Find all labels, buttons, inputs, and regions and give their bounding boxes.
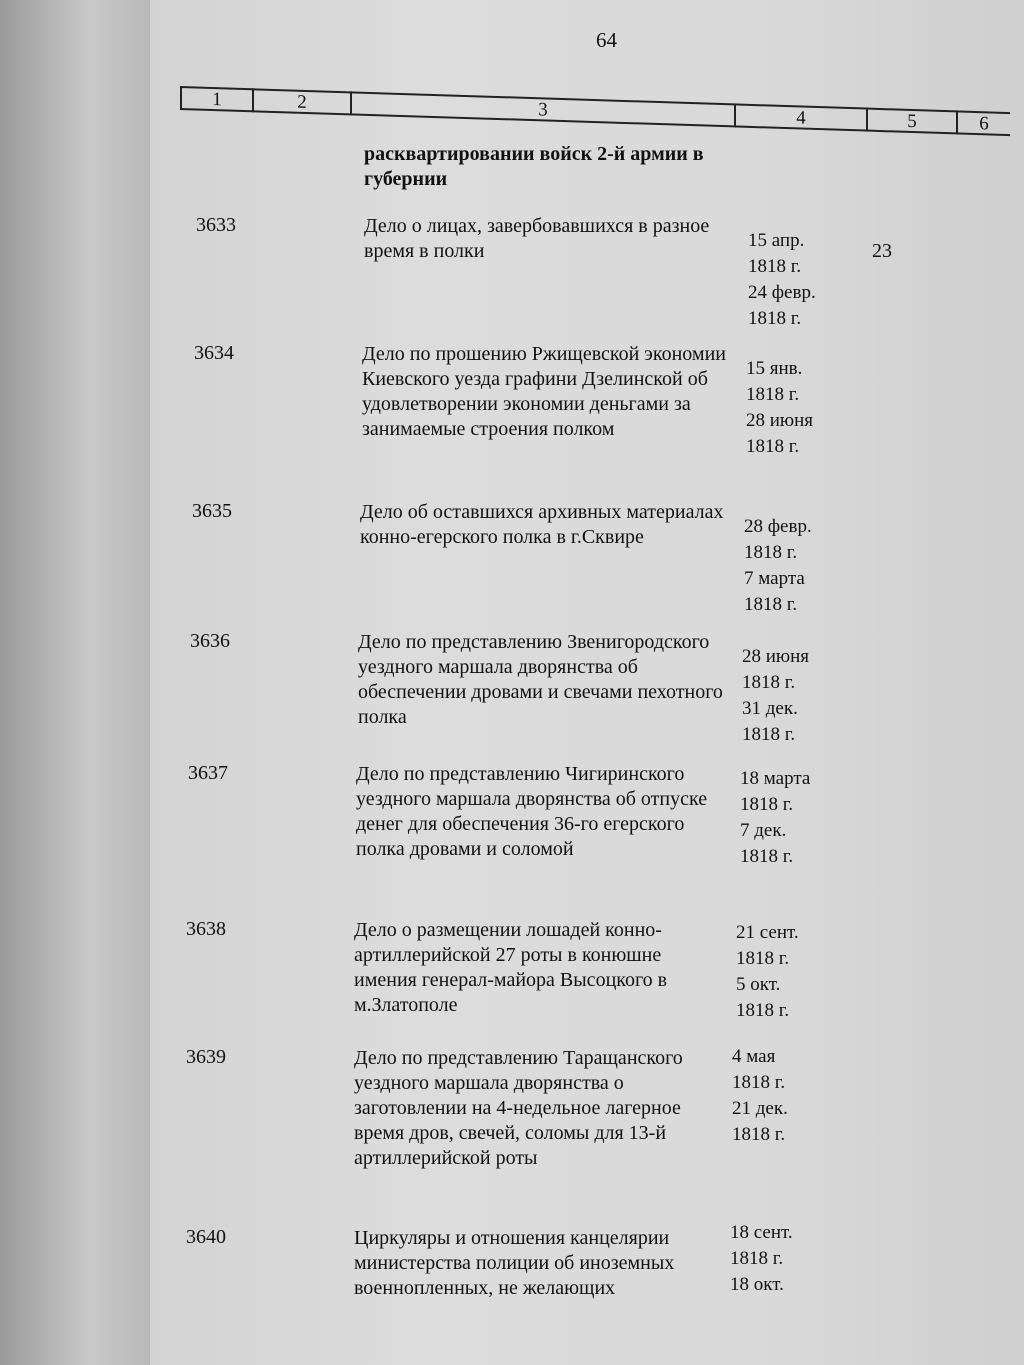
entry-number: 3636 bbox=[190, 630, 230, 652]
entry-description: Дело о лицах, завербовавшихся в разное время в полки bbox=[364, 215, 710, 262]
table-header bbox=[180, 86, 1010, 136]
entry-date: 1818 г. bbox=[748, 256, 802, 277]
entry-dates bbox=[742, 644, 862, 748]
header-col-4: 4 bbox=[734, 103, 866, 131]
entry-description: Дело по прошению Ржищевской экономии Киевского уезда графини Дзелинской об удовлетворении экономии деньгами за занимаемые строения полком bbox=[362, 343, 726, 440]
header-col-3: 3 bbox=[350, 91, 734, 127]
entry-date: 1818 г. bbox=[732, 1124, 786, 1145]
entry-dates bbox=[736, 920, 856, 1024]
entry-description: Дело по представлению Звенигородского уездного маршала дворянства об обеспечении дровами и свечами пехотного полка bbox=[358, 631, 723, 728]
entry-date: 24 февр. bbox=[748, 282, 816, 303]
entry-date: 28 февр. bbox=[744, 516, 812, 537]
entry-sheets: 23 bbox=[872, 240, 892, 262]
entry-date: 1818 г. bbox=[744, 594, 798, 615]
entry-date: 18 окт. bbox=[730, 1274, 784, 1295]
entry-number: 3640 bbox=[186, 1226, 226, 1248]
entry-date: 15 апр. bbox=[748, 230, 805, 251]
entry-number: 3633 bbox=[196, 214, 236, 236]
entry-date: 4 мая bbox=[732, 1046, 776, 1067]
page-number: 64 bbox=[596, 28, 617, 52]
entry-dates bbox=[730, 1220, 850, 1298]
entry-number: 3639 bbox=[186, 1046, 226, 1068]
entry-number: 3638 bbox=[186, 918, 226, 940]
entry-date: 7 дек. bbox=[740, 820, 787, 841]
adjacent-page-edge bbox=[0, 0, 150, 1365]
entry-date: 1818 г. bbox=[746, 436, 800, 457]
entry-date: 1818 г. bbox=[740, 846, 794, 867]
entry-date: 1818 г. bbox=[742, 672, 796, 693]
header-col-1: 1 bbox=[180, 86, 252, 112]
entry-date: 21 дек. bbox=[732, 1098, 788, 1119]
entry-date: 28 июня bbox=[746, 410, 814, 431]
header-col-5: 5 bbox=[866, 108, 956, 135]
entry-number: 3637 bbox=[188, 762, 228, 784]
entry-number: 3634 bbox=[194, 342, 234, 364]
entry-date: 5 окт. bbox=[736, 974, 781, 995]
entry-description: расквартировании войск 2-й армии в губернии bbox=[364, 143, 704, 190]
entry-date: 1818 г. bbox=[732, 1072, 786, 1093]
entry-number: 3635 bbox=[192, 500, 232, 522]
entry-dates bbox=[732, 1044, 852, 1148]
entry-date: 28 июня bbox=[742, 646, 810, 667]
entry-date: 31 дек. bbox=[742, 698, 798, 719]
entry-date: 1818 г. bbox=[736, 948, 790, 969]
entry-dates bbox=[748, 228, 868, 332]
entry-description: Дело по представлению Чигиринского уездного маршала дворянства об отпуске денег для обеспечения 36-го егерского полка дровами и соломой bbox=[356, 763, 708, 860]
entry-date: 1818 г. bbox=[746, 384, 800, 405]
entry-date: 1818 г. bbox=[736, 1000, 790, 1021]
entry-date: 18 марта bbox=[740, 768, 811, 789]
entry-description: Дело о размещении лошадей конно-артиллерийской 27 роты в конюшне имения генерал-майора Высоцкого в м.Златополе bbox=[354, 919, 668, 1016]
entry-dates bbox=[744, 514, 864, 618]
entry-date: 1818 г. bbox=[744, 542, 798, 563]
entry-date: 7 марта bbox=[744, 568, 805, 589]
entry-date: 1818 г. bbox=[742, 724, 796, 745]
entry-description: Циркуляры и отношения канцелярии министерства полиции об иноземных военнопленных, не желающих bbox=[354, 1227, 675, 1299]
entry-date: 1818 г. bbox=[730, 1248, 784, 1269]
header-col-6: 6 bbox=[956, 110, 1010, 136]
entry-date: 1818 г. bbox=[748, 308, 802, 329]
header-col-2: 2 bbox=[252, 88, 350, 115]
document-page bbox=[150, 0, 1024, 1365]
entry-date: 1818 г. bbox=[740, 794, 794, 815]
entry-date: 15 янв. bbox=[746, 358, 803, 379]
entry-description: Дело об оставшихся архивных материалах конно-егерского полка в г.Сквире bbox=[360, 501, 724, 548]
entry-description: Дело по представлению Таращанского уездного маршала дворянства о заготовлении на 4-недельное лагерное время дров, свечей, соломы для 13-й артиллерийской роты bbox=[354, 1047, 683, 1169]
entry-dates bbox=[746, 356, 866, 460]
entry-dates bbox=[740, 766, 860, 870]
entry-date: 18 сент. bbox=[730, 1222, 793, 1243]
entry-date: 21 сент. bbox=[736, 922, 799, 943]
